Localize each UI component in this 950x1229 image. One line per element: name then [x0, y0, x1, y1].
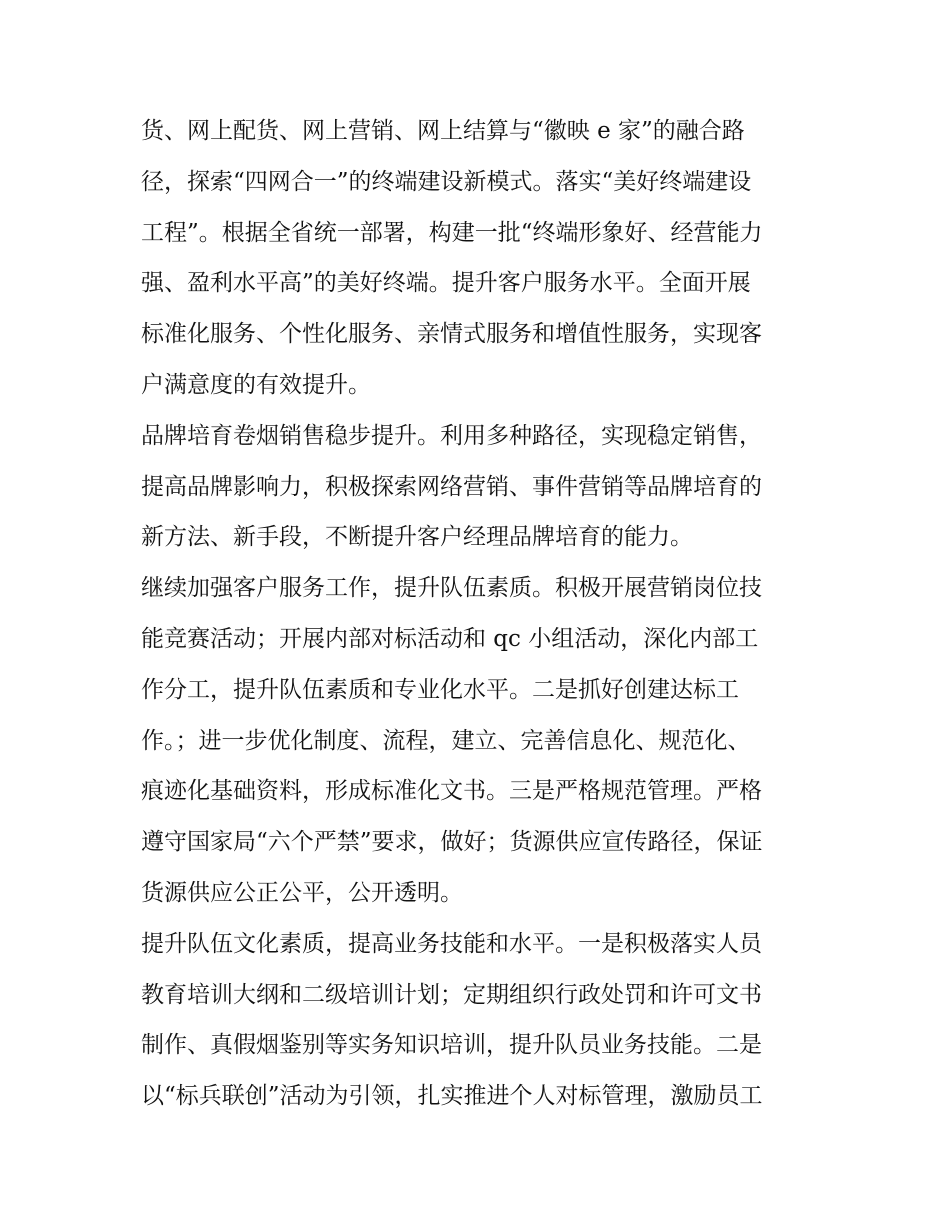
text-line: 品牌培育卷烟销售稳步提升。利用多种路径，实现稳定销售，: [141, 422, 762, 449]
paragraph: [141, 106, 821, 411]
text-line: 标准化服务、个性化服务、亲情式服务和增值性服务，实现客: [141, 321, 762, 348]
text-line: 教育培训大纲和二级培训计划；定期组织行政处罚和许可文书: [141, 981, 762, 1008]
text-line: 户满意度的有效提升。: [141, 371, 371, 398]
text-line: 作。；进一步优化制度、流程，建立、完善信息化、规范化、: [141, 727, 751, 754]
text-line: 能竞赛活动；开展内部对标活动和 qc 小组活动，深化内部工: [141, 625, 759, 652]
text-line: 提高品牌影响力，积极探索网络营销、事件营销等品牌培育的: [141, 473, 762, 500]
paragraph: [141, 919, 821, 1122]
text-line: 货源供应公正公平，公开透明。: [141, 879, 463, 906]
text-line: 继续加强客户服务工作，提升队伍素质。积极开展营销岗位技: [141, 575, 762, 602]
text-line: 提升队伍文化素质，提高业务技能和水平。一是积极落实人员: [141, 930, 762, 957]
text-line: 工程”。根据全省统一部署，构建一批“终端形象好、经营能力: [141, 219, 763, 246]
text-line: 作分工，提升队伍素质和专业化水平。二是抓好创建达标工: [141, 676, 739, 703]
body-text: [141, 106, 821, 1122]
text-line: 货、网上配货、网上营销、网上结算与“徽映 e 家”的融合路: [141, 118, 745, 144]
text-line: 径，探索“四网合一”的终端建设新模式。落实“美好终端建设: [141, 168, 752, 195]
paragraph: [141, 563, 821, 919]
text-line: 遵守国家局“六个严禁”要求，做好；货源供应宣传路径，保证: [141, 829, 763, 856]
paragraph: [141, 411, 821, 563]
text-line: 制作、真假烟鉴别等实务知识培训，提升队员业务技能。二是: [141, 1032, 762, 1059]
text-line: 痕迹化基础资料，形成标准化文书。三是严格规范管理。严格: [141, 778, 762, 805]
text-line: 以“标兵联创”活动为引领，扎实推进个人对标管理，激励员工: [141, 1083, 763, 1110]
text-line: 强、盈利水平高”的美好终端。提升客户服务水平。全面开展: [141, 270, 751, 297]
text-line: 新方法、新手段，不断提升客户经理品牌培育的能力。: [141, 524, 693, 551]
